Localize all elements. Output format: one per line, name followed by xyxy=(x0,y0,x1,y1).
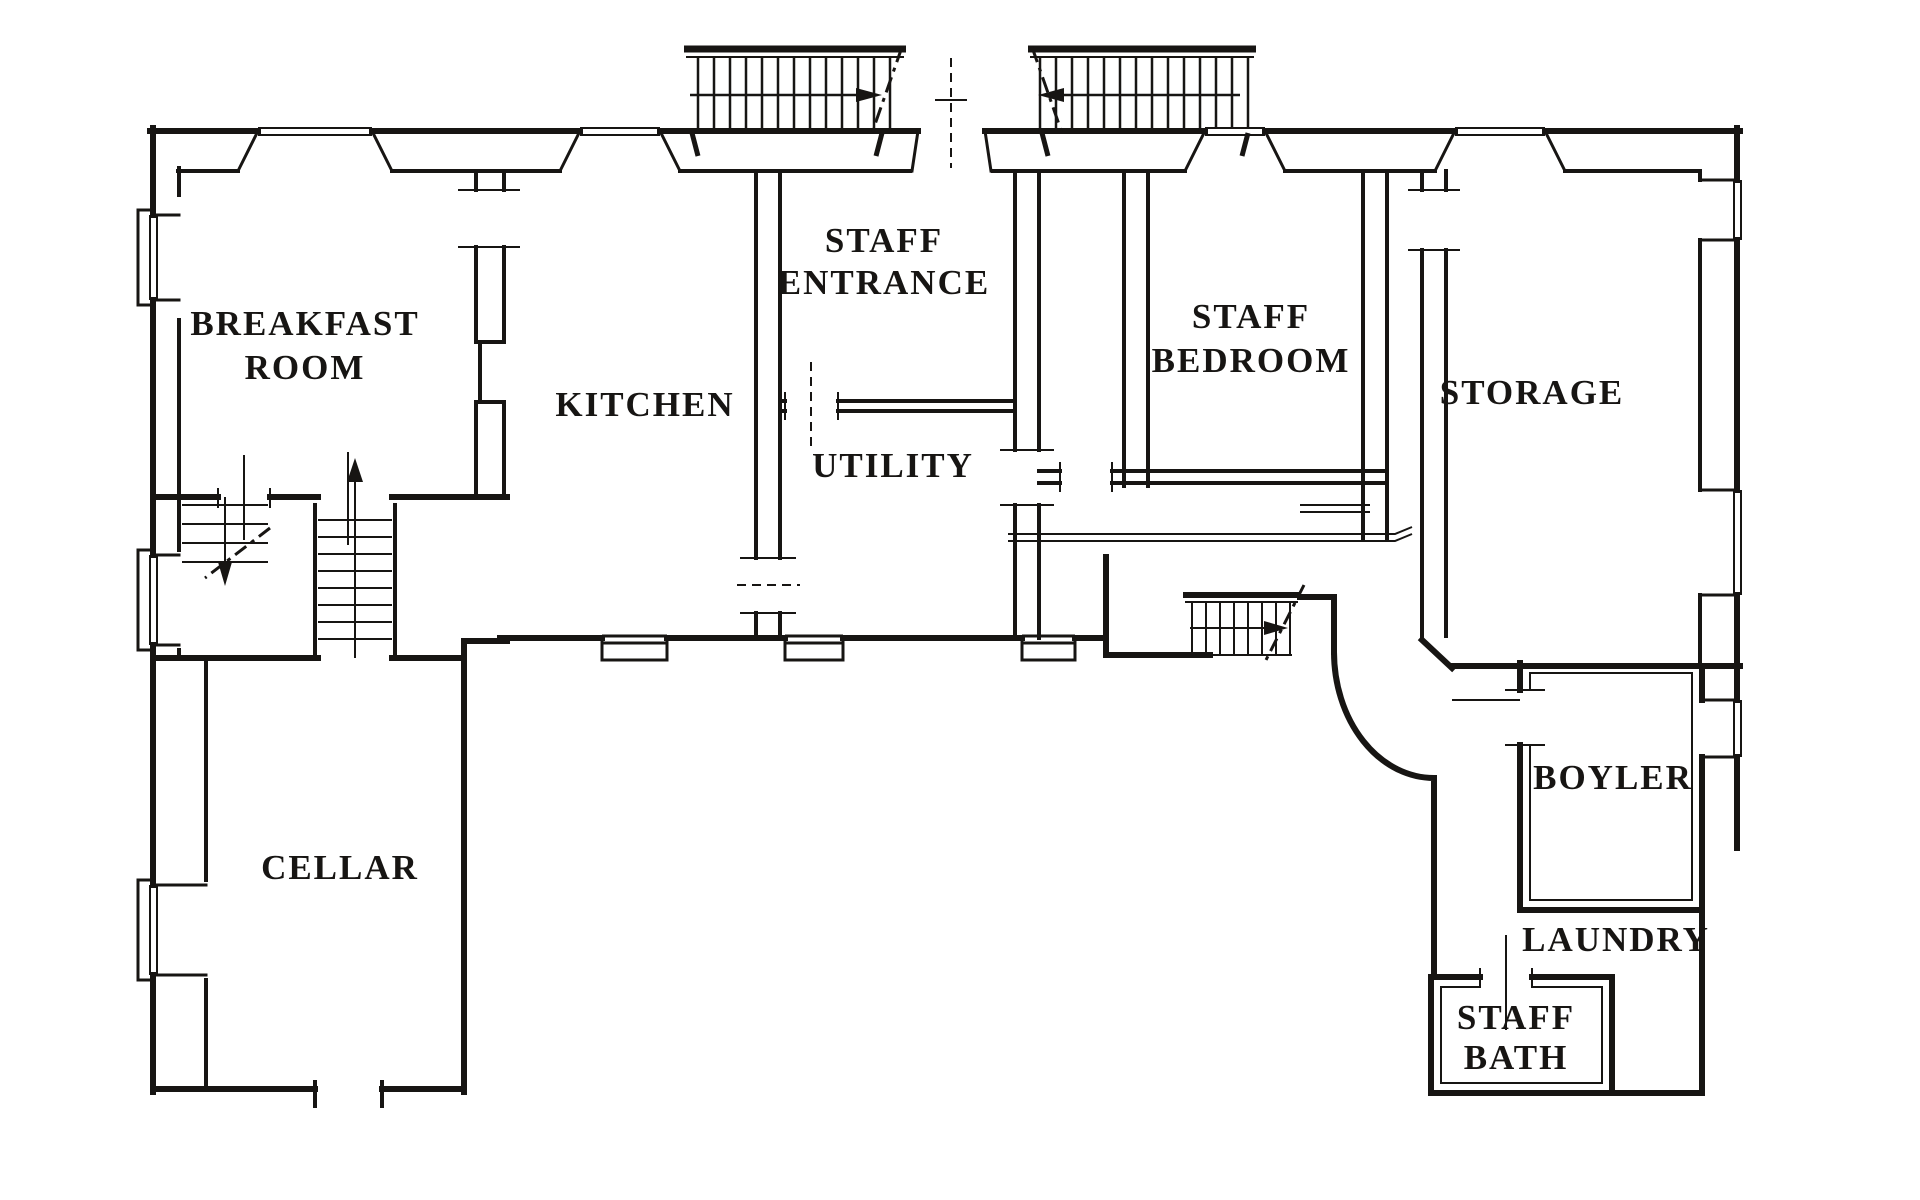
stair-foot xyxy=(1042,133,1248,156)
door-centerline-dashed xyxy=(737,58,951,585)
room-label-storage: STORAGE xyxy=(1439,373,1625,412)
room-label-breakfast-line2: ROOM xyxy=(244,348,366,387)
room-label-breakfast-line1: BREAKFAST xyxy=(190,304,420,343)
room-label-staff-bedroom-line1: STAFF xyxy=(1191,297,1311,336)
staircase-hall-small xyxy=(1183,585,1304,660)
room-label-staff-entrance-line1: STAFF xyxy=(824,221,944,260)
room-label-staff-entrance-line2: ENTRANCE xyxy=(777,263,991,302)
staircase-top-right xyxy=(1028,47,1256,156)
staircase-winder xyxy=(182,497,270,586)
stair-foot xyxy=(692,133,882,156)
stair-up-arrow-icon xyxy=(347,458,363,482)
room-label-staff-bath-line2: BATH xyxy=(1463,1038,1569,1077)
room-label-kitchen: KITCHEN xyxy=(555,385,735,424)
room-label-boyler: BOYLER xyxy=(1533,758,1693,797)
room-label-utility: UTILITY xyxy=(812,446,974,485)
stair-direction-arrow-icon xyxy=(856,88,882,102)
room-label-cellar: CELLAR xyxy=(261,848,419,887)
staircase-cellar-hall xyxy=(318,458,392,658)
room-label-staff-bedroom-line2: BEDROOM xyxy=(1151,341,1351,380)
room-label-laundry: LAUNDRY xyxy=(1522,920,1710,959)
room-labels xyxy=(190,221,1710,1077)
stair-break-dashdot xyxy=(205,528,270,578)
staircase-top-left xyxy=(684,47,906,156)
room-label-staff-bath-line1: STAFF xyxy=(1456,998,1576,1037)
stair-break-dashdot xyxy=(872,47,902,133)
stair-treads xyxy=(1040,57,1248,129)
